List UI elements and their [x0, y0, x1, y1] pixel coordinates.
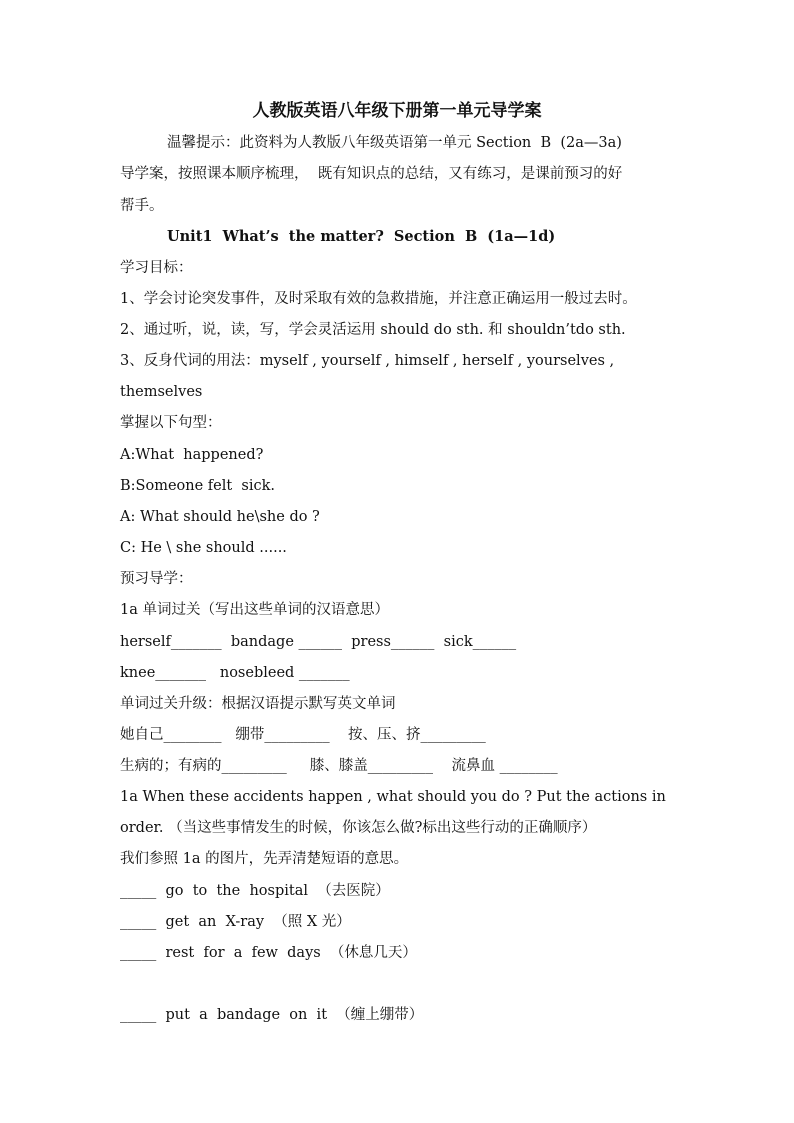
upgrade-row-2: 生病的；有病的_________ 膝、膝盖_________ 流鼻血 ________	[120, 758, 558, 774]
patterns-heading: 掌握以下句型：	[120, 415, 222, 431]
task-1a-line-3: 我们参照 1a 的图片，先弄清楚短语的意思。	[120, 851, 409, 867]
goal-3-continued: themselves	[120, 384, 203, 400]
intro-line-2: 导学案，按照课本顺序梳理， 既有知识点的总结，又有练习，是课前预习的好	[120, 166, 623, 182]
goal-3: 3、反身代词的用法：myself , yourself , himself , herself , yourselves ,	[120, 353, 615, 369]
action-item-2: _____ get an X-ray （照 X 光）	[120, 914, 351, 930]
preview-heading: 预习导学：	[120, 571, 193, 587]
action-item-1: _____ go to the hospital （去医院）	[120, 883, 390, 899]
goal-2: 2、通过听，说，读，写，学会灵活运用 should do sth. 和 shouldn’tdo sth.	[120, 322, 626, 338]
goals-heading: 学习目标：	[120, 260, 193, 276]
intro-line-3: 帮手。	[120, 198, 164, 214]
pattern-3: A: What should he\she do ?	[120, 509, 320, 525]
task-1a-line-2: order. （当这些事情发生的时候，你该怎么做?标出这些行动的正确顺序）	[120, 820, 597, 836]
pattern-2: B:Someone felt sick.	[120, 478, 276, 494]
intro-line-1: 温馨提示：此资料为人教版八年级英语第一单元 Section B (2a—3a)	[167, 135, 622, 151]
action-item-3: _____ rest for a few days （休息几天）	[120, 945, 417, 961]
goal-1: 1、学会讨论突发事件，及时采取有效的急救措施，并注意正确运用一般过去时。	[120, 291, 637, 307]
task-1a-line-1: 1a When these accidents happen , what should you do ? Put the actions in	[120, 789, 666, 805]
vocab-row-2: knee_______ nosebleed _______	[120, 665, 350, 681]
action-item-4: _____ put a bandage on it （缠上绷带）	[120, 1007, 424, 1023]
pattern-1: A:What happened?	[120, 447, 264, 463]
vocab-row-1: herself_______ bandage ______ press______ sick______	[120, 634, 517, 650]
vocab-heading: 1a 单词过关（写出这些单词的汉语意思）	[120, 602, 389, 618]
upgrade-row-1: 她自己________ 绷带_________ 按、压、挤_________	[120, 727, 486, 743]
document-title: 人教版英语八年级下册第一单元导学案	[252, 101, 542, 121]
unit-heading: Unit1 What’s the matter? Section B (1a—1d)	[167, 228, 556, 245]
upgrade-heading: 单词过关升级：根据汉语提示默写英文单词	[120, 696, 396, 712]
pattern-4: C: He \ she should ......	[120, 540, 287, 556]
